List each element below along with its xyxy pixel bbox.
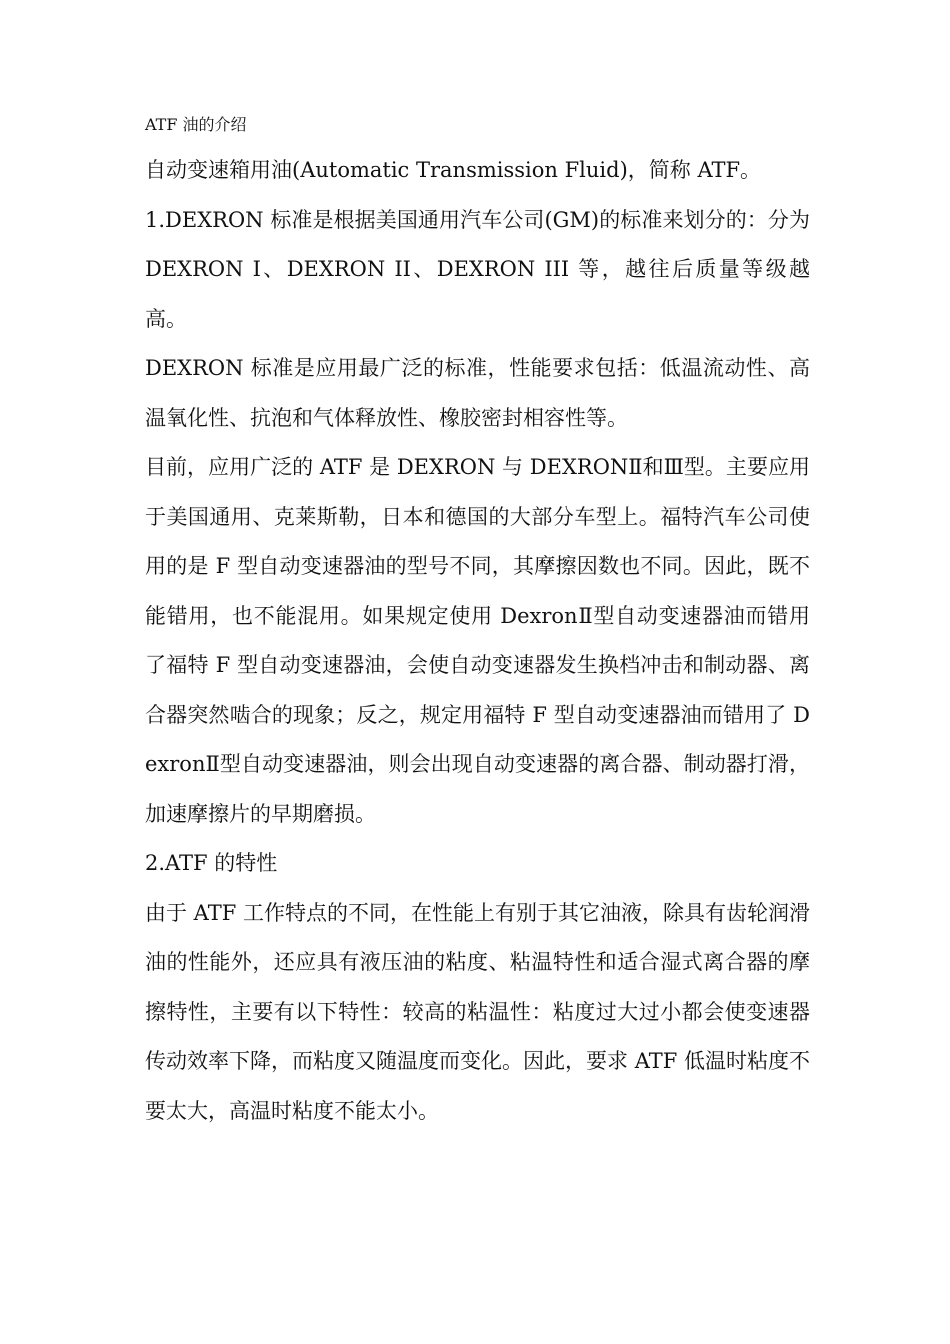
document-page [145, 112, 810, 1136]
document-title: ATF 油的介绍 [145, 115, 247, 134]
section-heading-atf-properties: 2.ATF 的特性 [145, 851, 278, 875]
paragraph-dexron-standard: 1.DEXRON 标准是根据美国通用汽车公司(GM)的标准来划分的：分为 DEXRON I、DEXRON II、DEXRON III 等，越往后质量等级越高。 [145, 207, 810, 331]
paragraph-atf-properties: 由于 ATF 工作特点的不同，在性能上有别于其它油液，除具有齿轮润滑油的性能外，还应具有液压油的粘度、粘温特性和适合湿式离合器的摩擦特性，主要有以下特性：较高的粘温性：粘度过大过小都会使变速器传动效率下降，而粘度又随温度而变化。因此，要求 ATF 低温时粘度不要太大，高温时粘度不能太小。 [145, 900, 810, 1123]
paragraph-atf-usage: 目前，应用广泛的 ATF 是 DEXRON 与 DEXRONⅡ和Ⅲ型。主要应用于美国通用、克莱斯勒，日本和德国的大部分车型上。福特汽车公司使用的是 F 型自动变速器油的型号不同，其摩擦因数也不同。因此，既不能错用，也不能混用。如果规定使用 DexronⅡ型自动变速器油而错用了福特 F 型自动变速器油，会使自动变速器发生换档冲击和制动器、离合器突然啮合的现象；反之，规定用福特 F 型自动变速器油而错用了 DexronⅡ型自动变速器油，则会出现自动变速器的离合器、制动器打滑，加速摩擦片的早期磨损。 [145, 455, 810, 826]
paragraph-dexron-requirements: DEXRON 标准是应用最广泛的标准，性能要求包括：低温流动性、高温氧化性、抗泡和气体释放性、橡胶密封相容性等。 [145, 356, 810, 430]
paragraph-intro: 自动变速箱用油(Automatic Transmission Fluid)，简称 ATF。 [145, 158, 762, 182]
